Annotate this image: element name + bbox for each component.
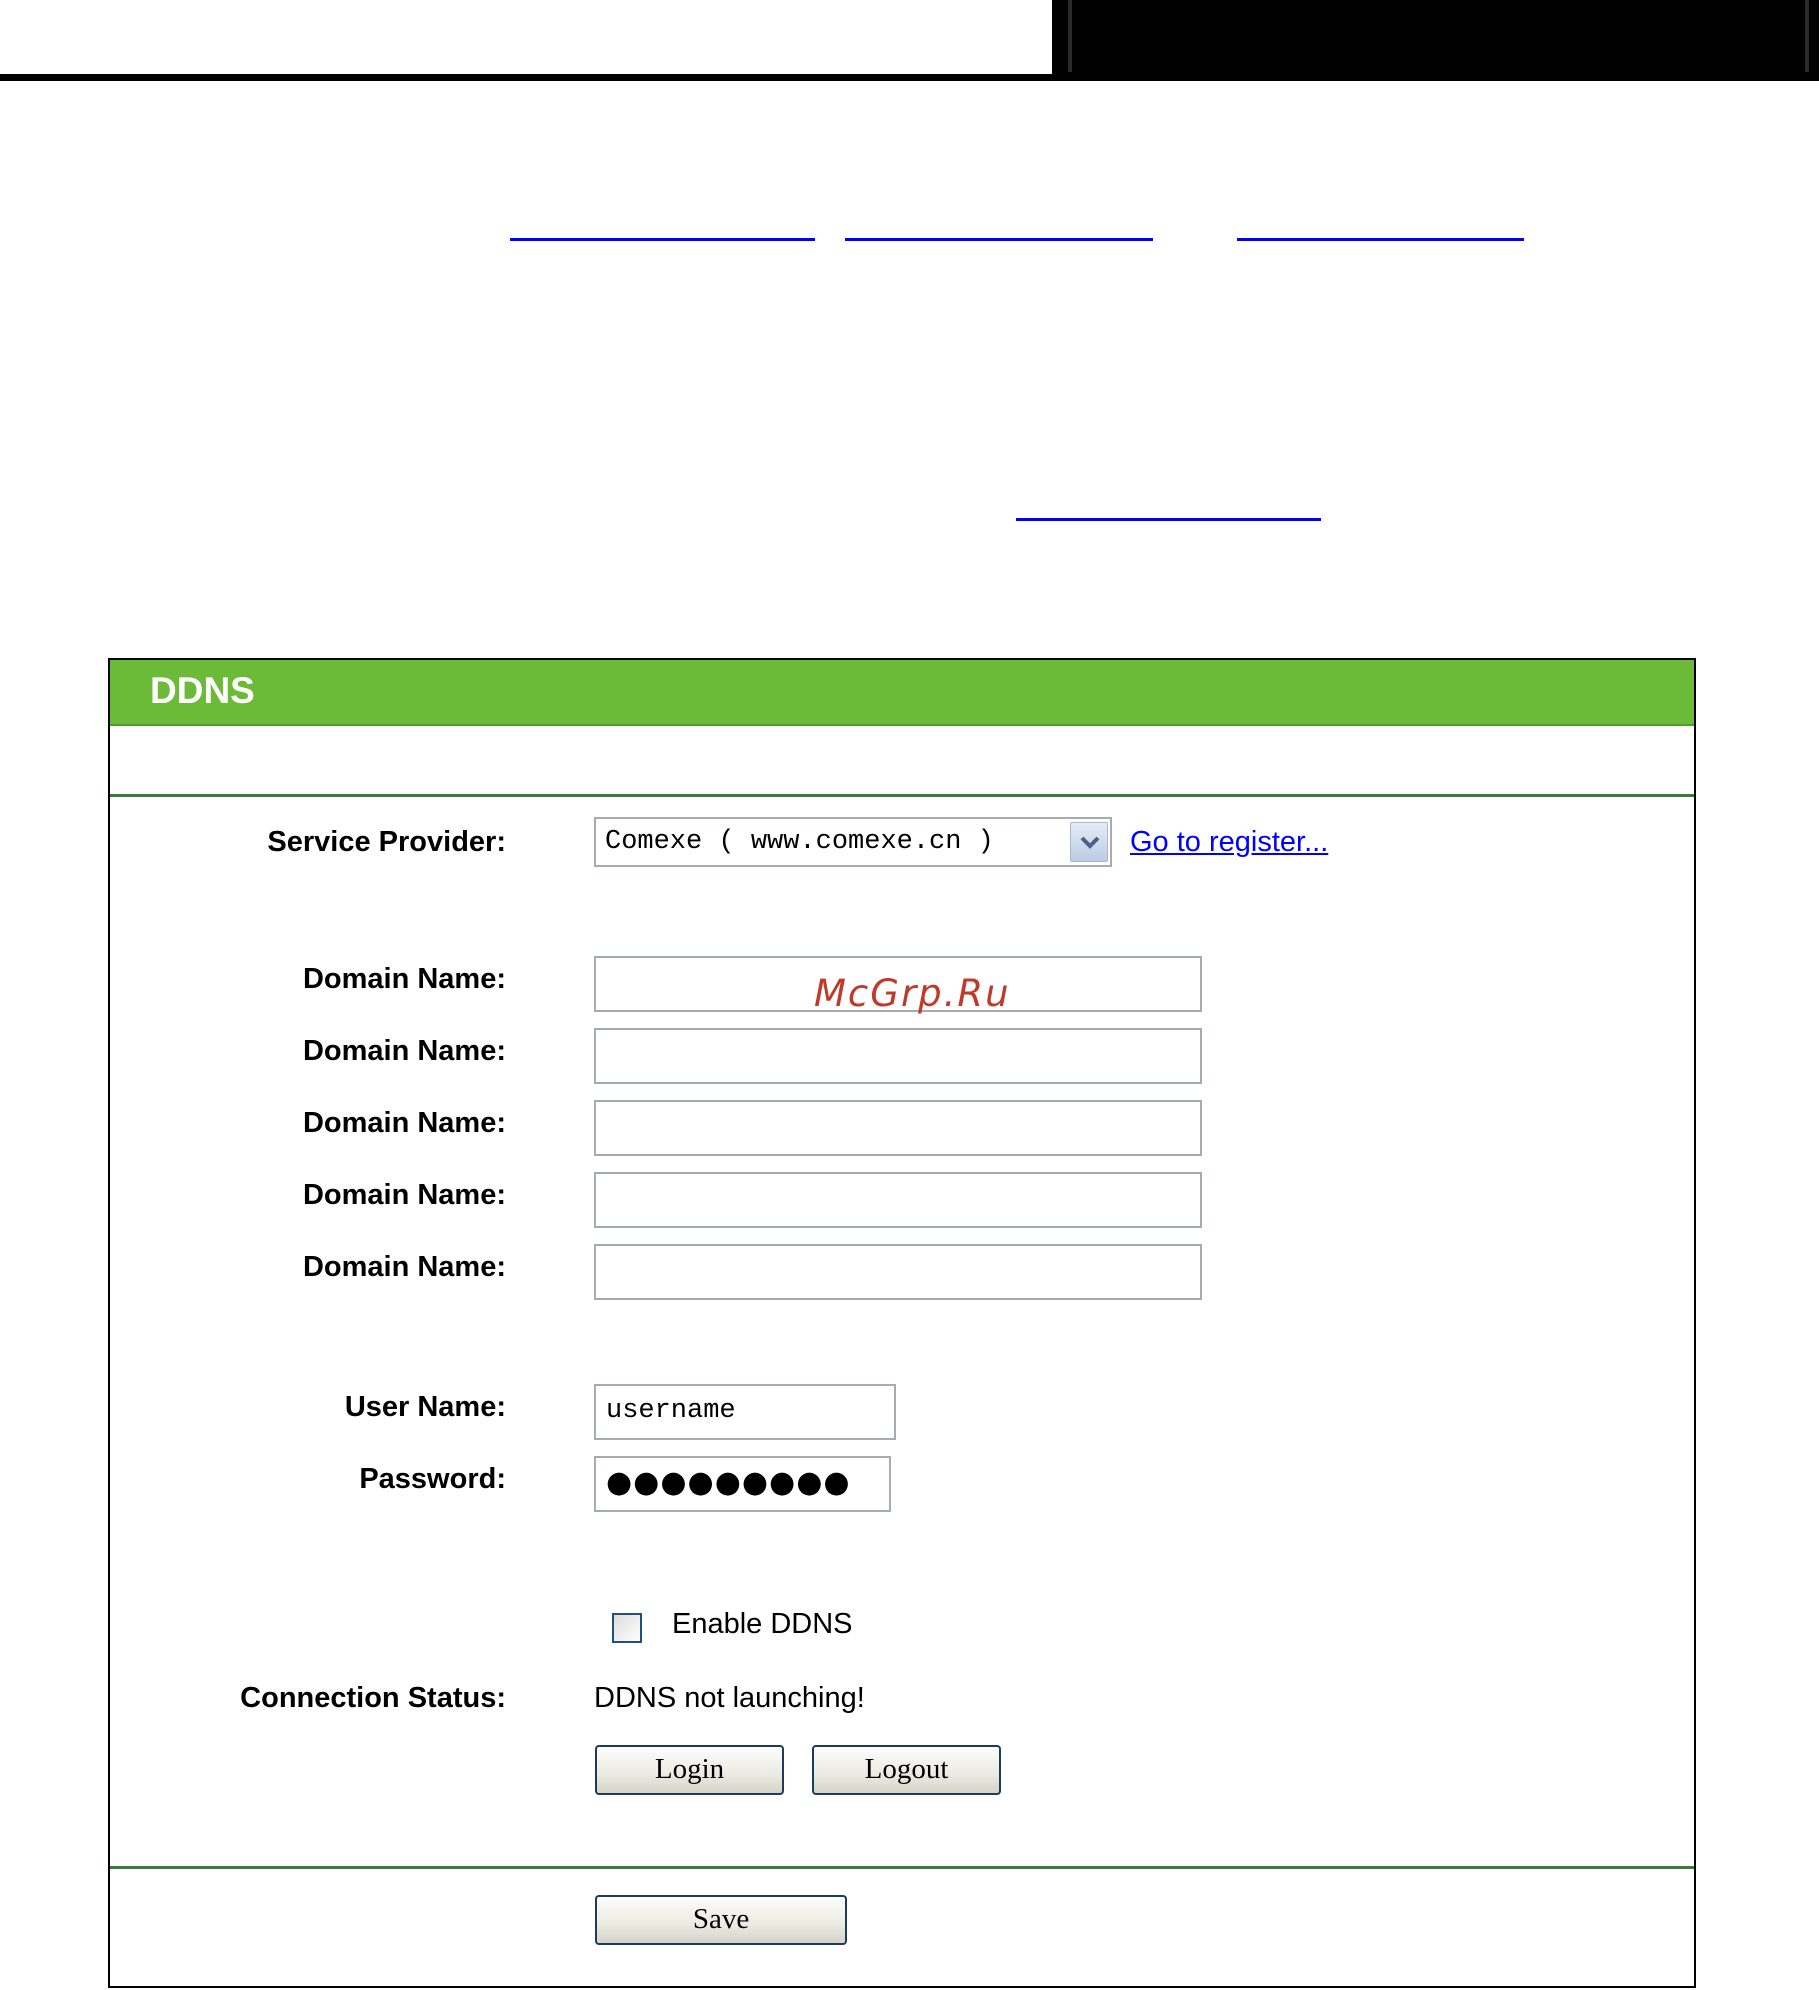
domain-name-input[interactable] bbox=[594, 1172, 1202, 1228]
register-link[interactable]: Go to register... bbox=[1130, 826, 1329, 858]
link-underline-1[interactable] bbox=[510, 238, 815, 241]
connection-status-value: DDNS not launching! bbox=[594, 1682, 865, 1714]
user-name-input[interactable]: username bbox=[594, 1384, 896, 1440]
domain-name-input[interactable] bbox=[594, 1100, 1202, 1156]
password-label: Password: bbox=[359, 1463, 506, 1495]
service-provider-select[interactable] bbox=[594, 817, 1112, 867]
chevron-down-icon bbox=[1079, 834, 1101, 852]
service-provider-value: Comexe ( www.comexe.cn ) bbox=[605, 827, 994, 857]
logout-button[interactable]: Logout bbox=[812, 1745, 1001, 1795]
header-block-edge-right bbox=[1805, 0, 1809, 72]
domain-name-input[interactable] bbox=[594, 1028, 1202, 1084]
domain-name-label: Domain Name: bbox=[302, 1107, 506, 1139]
link-underline-2[interactable] bbox=[845, 238, 1153, 241]
link-underline-4[interactable] bbox=[1016, 518, 1321, 521]
domain-name-label: Domain Name: bbox=[302, 963, 506, 995]
header-block-edge-left bbox=[1068, 0, 1072, 72]
connection-status-label: Connection Status: bbox=[240, 1682, 506, 1714]
enable-ddns-label: Enable DDNS bbox=[672, 1608, 853, 1640]
domain-name-label: Domain Name: bbox=[302, 1035, 506, 1067]
bottom-divider bbox=[110, 1866, 1694, 1869]
panel-title-bar bbox=[110, 660, 1694, 726]
domain-name-input[interactable] bbox=[594, 1244, 1202, 1300]
login-button[interactable]: Login bbox=[595, 1745, 784, 1795]
domain-name-label: Domain Name: bbox=[302, 1251, 506, 1283]
user-name-label: User Name: bbox=[344, 1391, 506, 1423]
service-provider-label: Service Provider: bbox=[267, 826, 506, 858]
ddns-panel bbox=[108, 658, 1696, 1988]
save-button[interactable]: Save bbox=[595, 1895, 847, 1945]
panel-title: DDNS bbox=[150, 670, 255, 711]
watermark: McGrp.Ru bbox=[814, 972, 1011, 1015]
top-divider bbox=[110, 794, 1694, 797]
password-input[interactable]: ●●●●●●●●● bbox=[594, 1456, 891, 1512]
header-block bbox=[1052, 0, 1819, 80]
link-underline-3[interactable] bbox=[1237, 238, 1524, 241]
dropdown-button[interactable] bbox=[1070, 822, 1108, 862]
enable-ddns-checkbox[interactable] bbox=[612, 1613, 642, 1643]
domain-name-label: Domain Name: bbox=[302, 1179, 506, 1211]
